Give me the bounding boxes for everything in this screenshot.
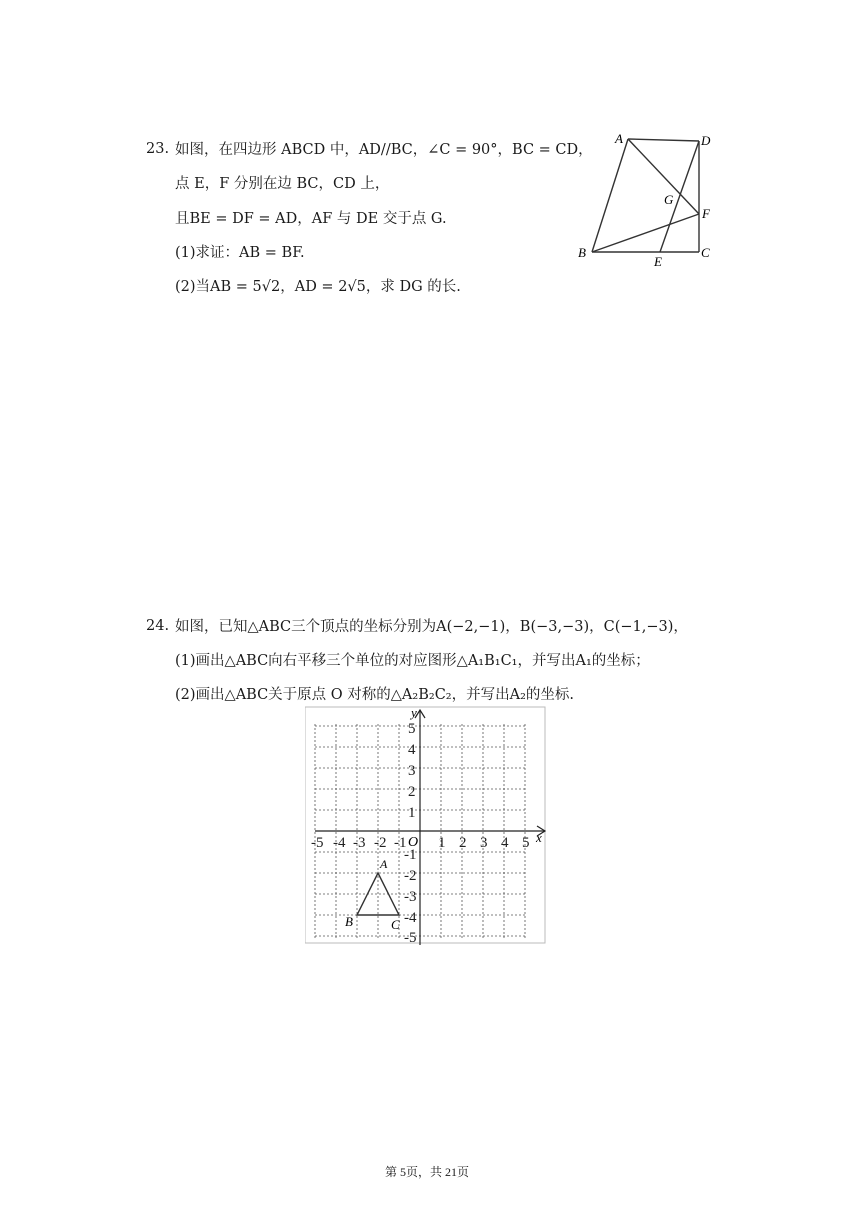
- q23-line-1: 如图，在四边形 ABCD 中，AD//BC，∠C = 90°，BC = CD，: [175, 142, 593, 158]
- y-tick-label: 1: [408, 805, 416, 821]
- label-a: A: [615, 131, 623, 146]
- q23-line-3: 且BE = DF = AD，AF 与 DE 交于点 G.: [175, 211, 447, 227]
- x-tick-label: 5: [522, 835, 530, 851]
- x-tick-label: 3: [480, 835, 488, 851]
- y-tick-label: 4: [408, 742, 416, 758]
- x-tick-label: -5: [311, 835, 324, 851]
- point-c-label: C: [391, 917, 400, 932]
- y-tick-label: 5: [408, 721, 416, 737]
- label-g: G: [664, 192, 674, 207]
- label-f: F: [702, 206, 710, 221]
- x-tick-label: 1: [438, 835, 446, 851]
- point-b-label: B: [345, 914, 353, 929]
- x-axis-label: x: [536, 830, 542, 845]
- origin-label: O: [408, 835, 419, 850]
- x-tick-label: 4: [501, 835, 509, 851]
- segment-ad: [628, 139, 699, 141]
- q24-number: 24.: [146, 618, 170, 634]
- q23-line-2: 点 E，F 分别在边 BC，CD 上，: [175, 176, 390, 192]
- x-tick-label: 2: [459, 835, 467, 851]
- x-tick-label: -1: [394, 835, 407, 851]
- y-tick-label: -1: [404, 847, 417, 863]
- q24-coordinate-grid: [305, 700, 555, 950]
- y-tick-label: 2: [408, 784, 416, 800]
- y-tick-label: -2: [404, 868, 417, 884]
- y-axis-label: y: [411, 705, 417, 720]
- y-tick-label: -3: [404, 889, 417, 905]
- q23-figure: [575, 125, 725, 270]
- q23-number: 23.: [146, 141, 170, 157]
- q24-line-2: (1)画出△ABC向右平移三个单位的对应图形△A₁B₁C₁，并写出A₁的坐标；: [175, 653, 650, 669]
- x-tick-label: -2: [374, 835, 387, 851]
- label-b: B: [578, 245, 586, 260]
- grid-frame: [305, 707, 545, 943]
- q24-line-3: (2)画出△ABC关于原点 O 对称的△A₂B₂C₂，并写出A₂的坐标.: [175, 687, 574, 703]
- label-c: C: [701, 245, 710, 260]
- y-tick-label: -4: [404, 910, 417, 926]
- q23-line-4: (1)求证：AB = BF.: [175, 245, 305, 261]
- q24-line-1: 如图，已知△ABC三个顶点的坐标分别为A(−2,−1)，B(−3,−3)，C(−1,−3)，: [175, 619, 688, 635]
- label-d: D: [701, 133, 711, 148]
- point-a-label: A: [380, 857, 388, 871]
- q23-line-5: (2)当AB = 5√2，AD = 2√5，求 DG 的长.: [175, 279, 461, 295]
- y-tick-label: -5: [404, 930, 417, 946]
- segment-ab: [592, 139, 628, 252]
- x-tick-label: -3: [353, 835, 366, 851]
- label-e: E: [654, 254, 662, 269]
- page-footer: 第 5页，共 21页: [385, 1165, 470, 1179]
- y-tick-label: 3: [408, 763, 416, 779]
- segment-bf: [592, 214, 699, 252]
- x-tick-label: -4: [333, 835, 346, 851]
